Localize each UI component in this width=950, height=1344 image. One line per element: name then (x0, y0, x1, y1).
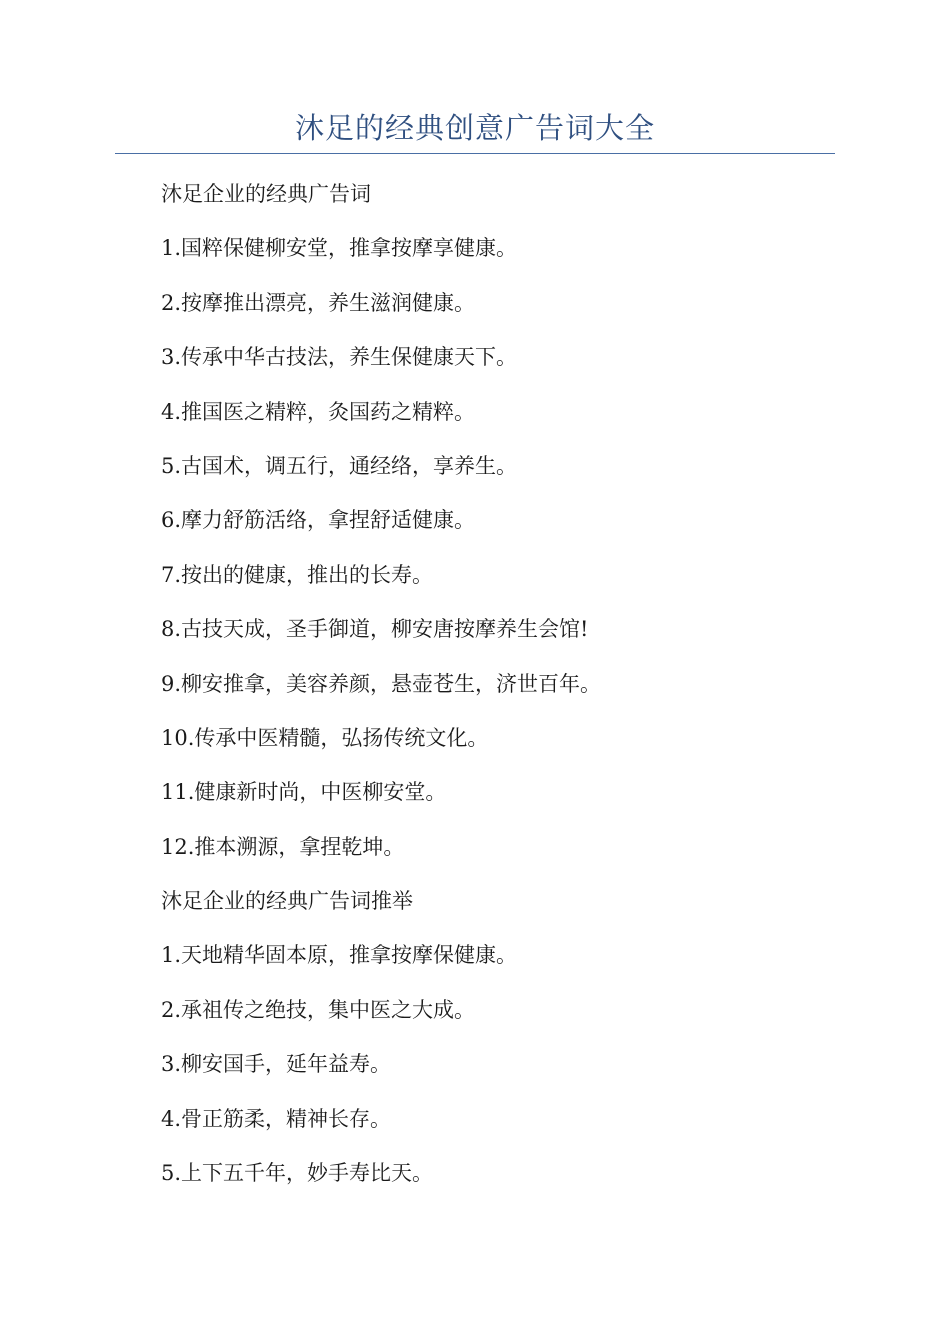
section-heading: 沐足企业的经典广告词推举 (161, 889, 413, 914)
list-item: 9.柳安推拿，美容养颜，悬壶苍生，济世百年。 (161, 671, 602, 696)
list-item: 5.上下五千年，妙手寿比天。 (161, 1161, 434, 1186)
list-item: 10.传承中医精髓，弘扬传统文化。 (161, 725, 489, 750)
list-item: 8.古技天成，圣手御道，柳安唐按摩养生会馆! (161, 617, 589, 642)
list-item: 12.推本溯源，拿捏乾坤。 (161, 834, 405, 859)
list-item: 4.骨正筋柔，精神长存。 (161, 1106, 392, 1131)
list-item: 11.健康新时尚，中医柳安堂。 (161, 780, 447, 805)
list-item: 6.摩力舒筋活络，拿捏舒适健康。 (161, 508, 476, 533)
list-item: 2.承祖传之绝技，集中医之大成。 (161, 997, 476, 1022)
list-item: 1.国粹保健柳安堂，推拿按摩享健康。 (161, 236, 518, 261)
list-item: 5.古国术，调五行，通经络，享养生。 (161, 453, 518, 478)
title-underline (115, 153, 835, 154)
document-body (161, 176, 841, 1209)
document-title: 沐足的经典创意广告词大全 (294, 111, 655, 145)
list-item: 3.传承中华古技法，养生保健康天下。 (161, 345, 518, 370)
list-item: 4.推国医之精粹，灸国药之精粹。 (161, 399, 476, 424)
section-heading: 沐足企业的经典广告词 (161, 182, 371, 206)
list-item: 2.按摩推出漂亮，养生滋润健康。 (161, 290, 476, 315)
list-item: 7.按出的健康，推出的长寿。 (161, 562, 434, 587)
list-item: 1.天地精华固本原，推拿按摩保健康。 (161, 943, 518, 968)
list-item: 3.柳安国手，延年益寿。 (161, 1052, 392, 1077)
